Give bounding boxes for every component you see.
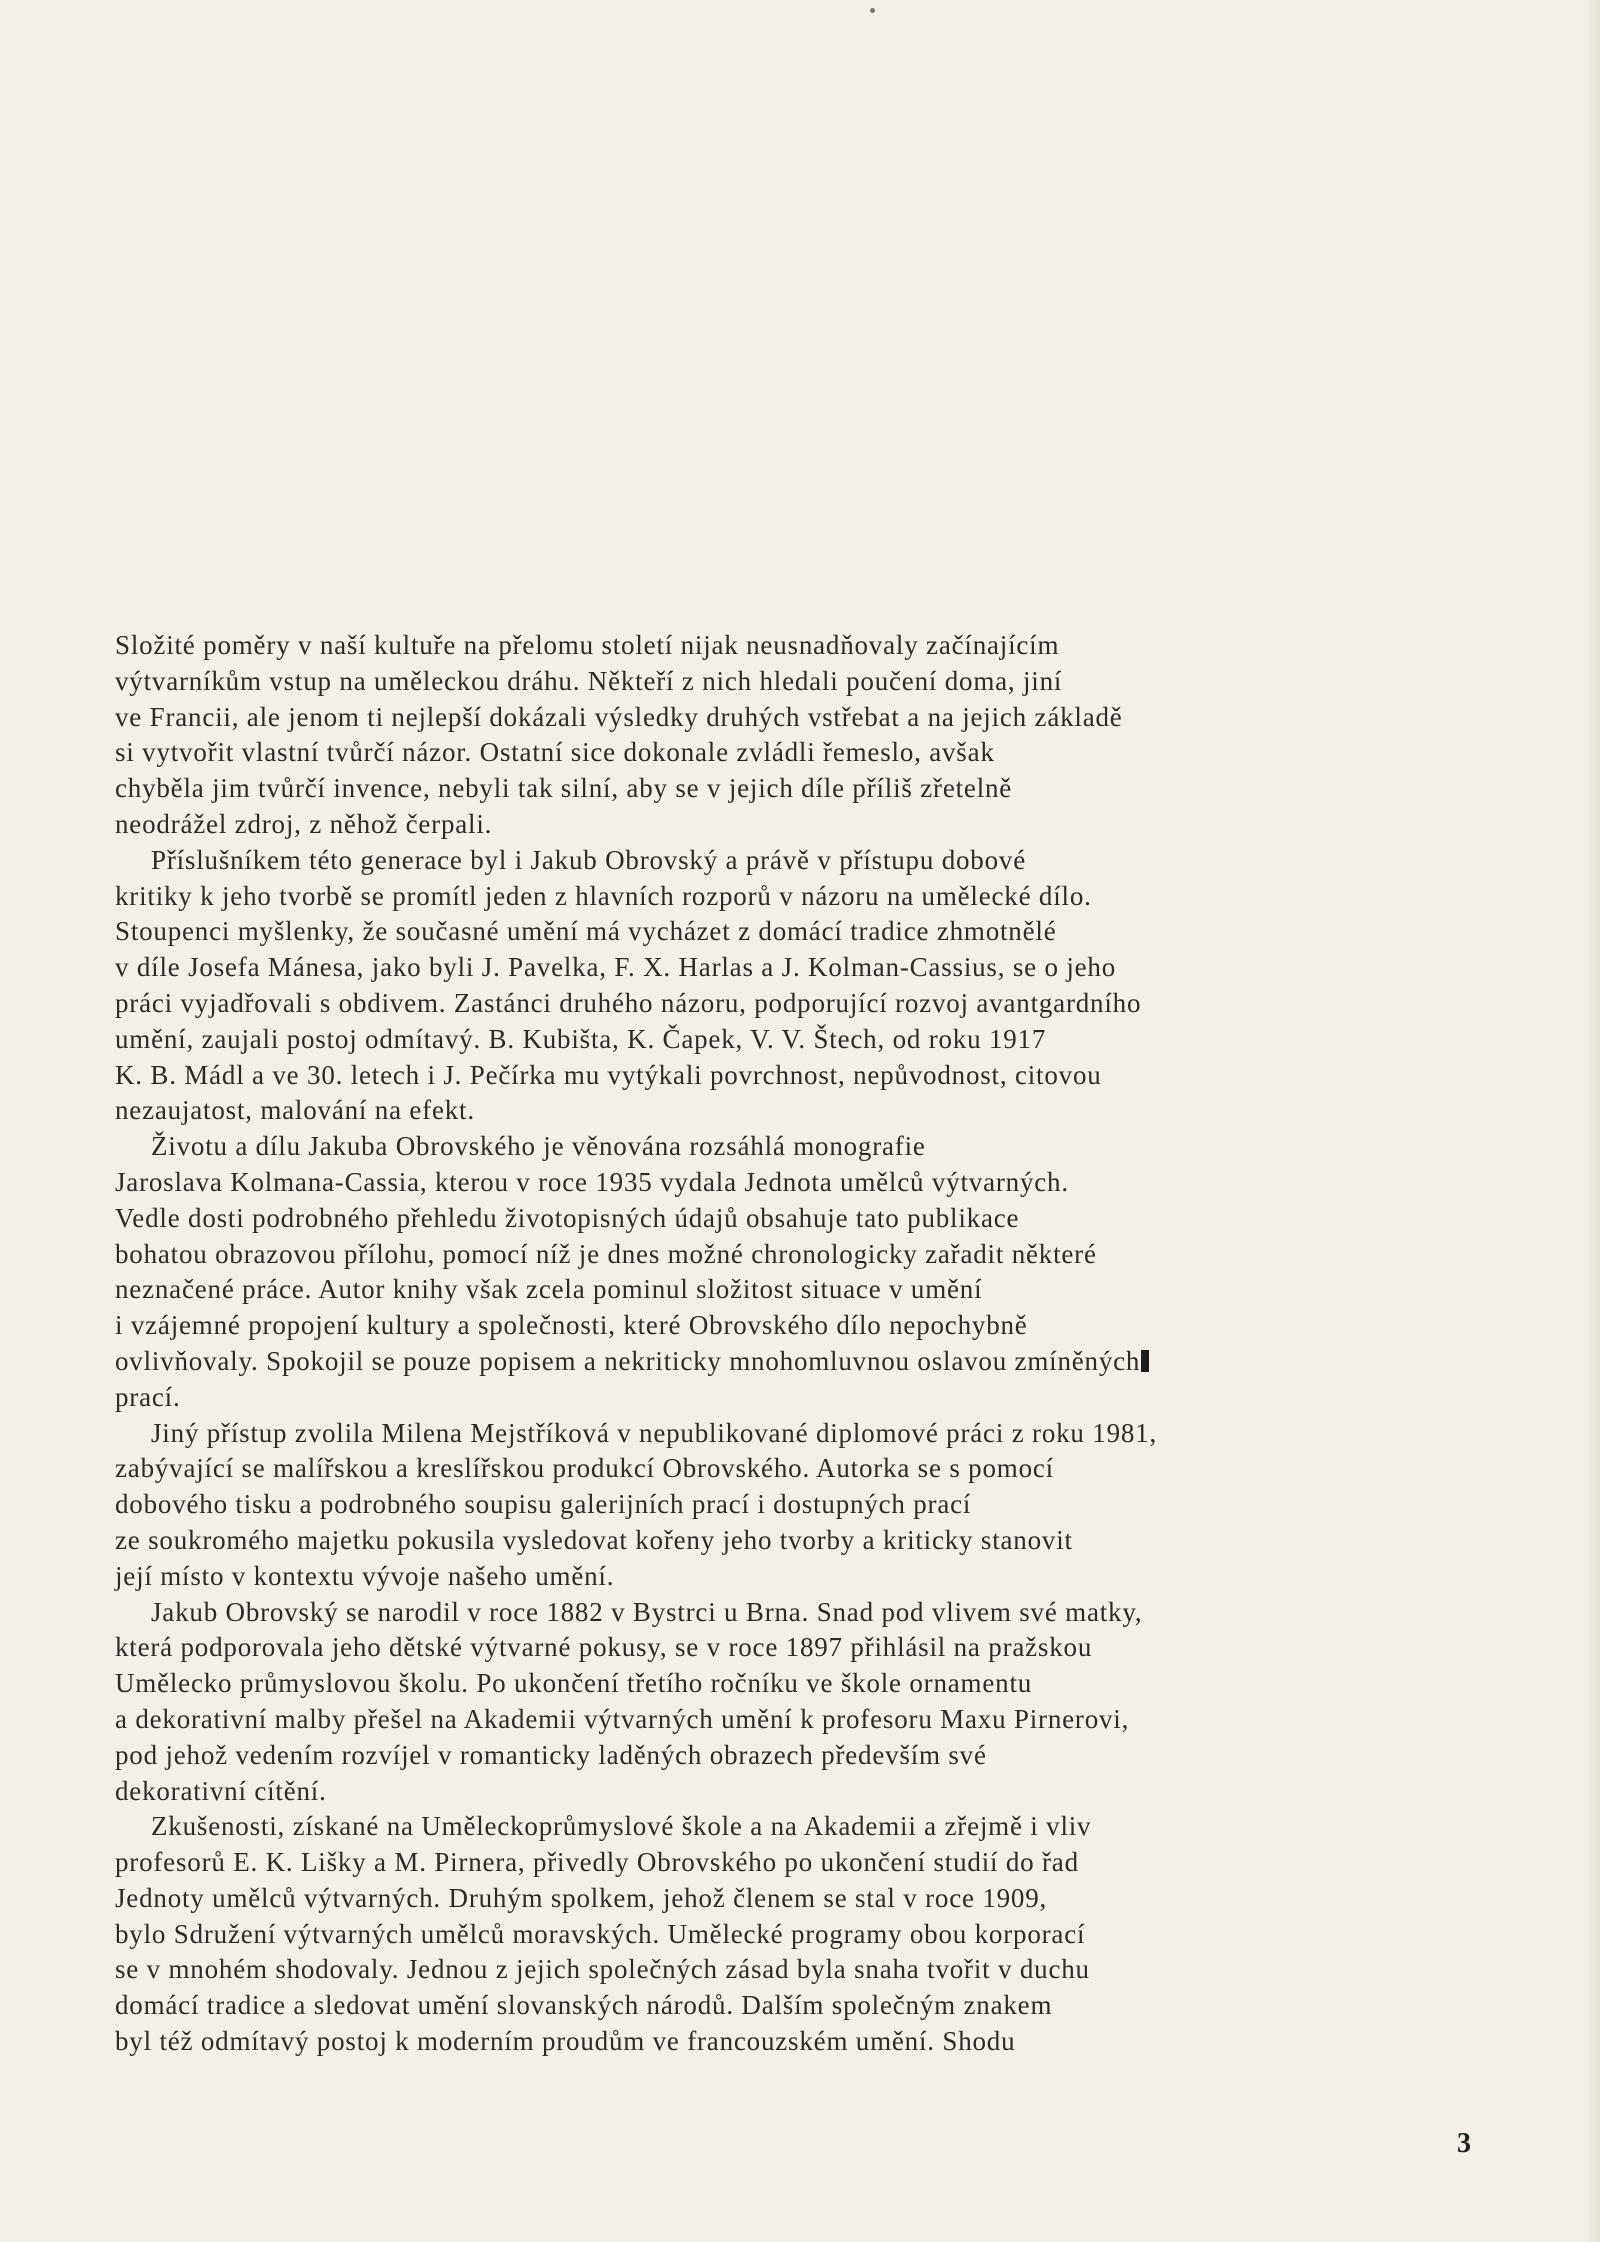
text-line: neznačené práce. Autor knihy však zcela pominul složitost situace v umění (115, 1274, 983, 1305)
text-line-with-mark (115, 1344, 1500, 1380)
print-dot (870, 8, 875, 13)
text-line: dobového tisku a podrobného soupisu galerijních prací i dostupných prací (115, 1489, 972, 1520)
ink-mark (1141, 1350, 1149, 1372)
text-line: ze soukromého majetku pokusila vysledovat kořeny jeho tvorby a kriticky stanovit (115, 1524, 1073, 1555)
text-line: Umělecko průmyslovou školu. Po ukončení třetího ročníku ve škole ornamentu (115, 1668, 1033, 1699)
page-edge-shadow (1586, 0, 1600, 2242)
text-line: výtvarníkům vstup na uměleckou dráhu. Někteří z nich hledali poučení doma, jiní (115, 665, 1063, 696)
text-line: Stoupenci myšlenky, že současné umění má vycházet z domácí tradice zhmotnělé (115, 916, 1057, 947)
text-line: Jednoty umělců výtvarných. Druhým spolkem, jehož členem se stal v roce 1909, (115, 1882, 1048, 1913)
text-line: si vytvořit vlastní tvůrčí názor. Ostatní sice dokonale zvládli řemeslo, avšak (115, 737, 995, 768)
paragraph-first-line: Zkušenosti, získané na Uměleckoprůmyslové škole a na Akademii a zřejmě i vliv (151, 1811, 1092, 1842)
text-line: a dekorativní malby přešel na Akademii výtvarných umění k profesoru Maxu Pirnerovi, (115, 1703, 1130, 1734)
text-line: K. B. Mádl a ve 30. letech i J. Pečírka mu vytýkali povrchnost, nepůvodnost, citovou (115, 1059, 1102, 1090)
page-number: 3 (1457, 2128, 1471, 2159)
text-line: Jaroslava Kolmana-Cassia, kterou v roce 1935 vydala Jednota umělců výtvarných. (115, 1166, 1069, 1197)
paragraph-first-line: Jiný přístup zvolila Milena Mejstříková v nepublikované diplomové práci z roku 1981, (151, 1417, 1158, 1448)
body-text (115, 628, 1500, 2060)
text-line: neodrážel zdroj, z něhož čerpali. (115, 808, 493, 839)
paragraph-first-line: Jakub Obrovský se narodil v roce 1882 v Bystrci u Brna. Snad pod vlivem své matky, (151, 1596, 1143, 1627)
text-line: domácí tradice a sledovat umění slovanských národů. Dalším společným znakem (115, 1990, 1053, 2021)
text-line: ve Francii, ale jenom ti nejlepší dokázali výsledky druhých vstřebat a na jejich základě (115, 701, 1123, 732)
text-line: bohatou obrazovou přílohu, pomocí níž je dnes možné chronologicky zařadit některé (115, 1238, 1097, 1269)
text-line: profesorů E. K. Lišky a M. Pirnera, přivedly Obrovského po ukončení studií do řad (115, 1847, 1079, 1878)
text-line: kritiky k jeho tvorbě se promítl jeden z hlavních rozporů v názoru na umělecké dílo. (115, 880, 1092, 911)
text-line: Složité poměry v naší kultuře na přelomu století nijak neusnadňovaly začínajícím (115, 630, 1060, 660)
text-line: ovlivňovaly. Spokojil se pouze popisem a nekriticky mnohomluvnou oslavou zmíněných (115, 1345, 1141, 1376)
text-line: prací. (115, 1381, 181, 1412)
text-line: v díle Josefa Mánesa, jako byli J. Pavelka, F. X. Harlas a J. Kolman-Cassius, se o jeho (115, 952, 1117, 983)
text-line: byl též odmítavý postoj k moderním proudům ve francouzském umění. Shodu (115, 2026, 1016, 2057)
paragraph-first-line: Životu a dílu Jakuba Obrovského je věnována rozsáhlá monografie (151, 1131, 926, 1162)
text-line: práci vyjadřovali s obdivem. Zastánci druhého názoru, podporující rozvoj avantgardního (115, 987, 1142, 1018)
text-line: její místo v kontextu vývoje našeho umění. (115, 1560, 615, 1591)
text-line: zabývající se malířskou a kreslířskou produkcí Obrovského. Autorka se s pomocí (115, 1453, 1054, 1484)
text-line: umění, zaujali postoj odmítavý. B. Kubišta, K. Čapek, V. V. Štech, od roku 1917 (115, 1023, 1047, 1054)
text-line: chyběla jim tvůrčí invence, nebyli tak silní, aby se v jejich díle příliš zřetelně (115, 773, 1013, 804)
text-line: která podporovala jeho dětské výtvarné pokusy, se v roce 1897 přihlásil na pražskou (115, 1632, 1093, 1663)
text-line: dekorativní cítění. (115, 1775, 327, 1806)
text-line: bylo Sdružení výtvarných umělců moravských. Umělecké programy obou korporací (115, 1918, 1086, 1949)
text-line: nezaujatost, malování na efekt. (115, 1095, 475, 1126)
text-line: i vzájemné propojení kultury a společnosti, které Obrovského dílo nepochybně (115, 1310, 1028, 1341)
text-line: se v mnohém shodovaly. Jednou z jejich společných zásad byla snaha tvořit v duchu (115, 1954, 1090, 1985)
text-line: pod jehož vedením rozvíjel v romanticky laděných obrazech především své (115, 1739, 987, 1770)
text-line: Vedle dosti podrobného přehledu životopisných údajů obsahuje tato publikace (115, 1202, 1020, 1233)
paragraph-first-line: Příslušníkem této generace byl i Jakub Obrovský a právě v přístupu dobové (151, 844, 1026, 875)
